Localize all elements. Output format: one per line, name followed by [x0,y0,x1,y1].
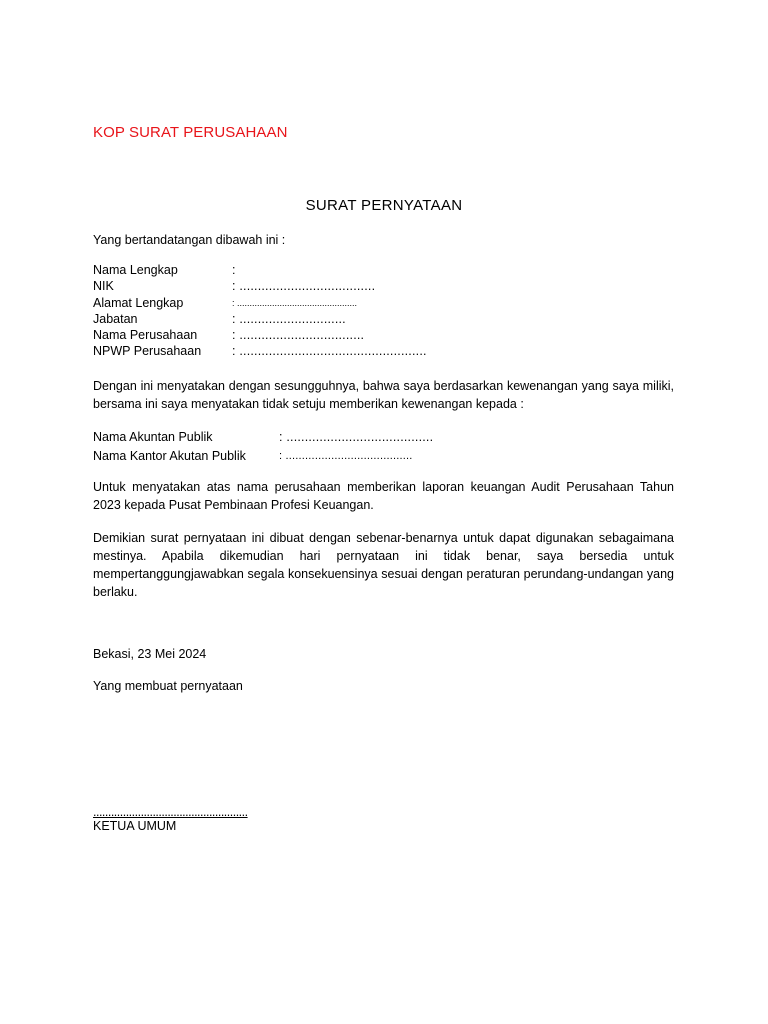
field-label: Jabatan [93,311,138,326]
place-date: Bekasi, 23 Mei 2024 [93,647,207,661]
field-value: : ............................. [232,311,346,326]
maker-label: Yang membuat pernyataan [93,679,243,693]
field-row-public-accountant [93,428,433,447]
field-row-company-npwp [93,343,427,359]
field-label: Nama Akuntan Publik [93,430,213,444]
signature-line: .................................................... [93,805,248,819]
identity-fields [93,262,427,360]
field-row-nik [93,278,427,294]
field-label: Nama Kantor Akutan Publik [93,449,246,463]
intro-text: Yang bertandatangan dibawah ini : [93,233,286,247]
purpose-paragraph: Untuk menyatakan atas nama perusahaan memberikan laporan keuangan Audit Perusahaan Tahun 2023 kepada Pusat Pembinaan Profesi Keuangan. [93,480,674,512]
field-value: : ................................................... [232,344,427,359]
closing-paragraph: Demikian surat pernyataan ini dibuat dengan sebenar-benarnya untuk dapat digunakan sebagaimana mestinya. Apabila dikemudian hari pernyataan ini tidak benar, saya bersedia untuk mempertanggungjawabkan segala konsekuensinya sesuai dengan peraturan perundang-undangan yang berlaku. [93,531,674,599]
document-title: SURAT PERNYATAAN [305,197,463,214]
field-label: Alamat Lengkap [93,295,184,310]
field-value: : ................................................ [232,297,358,308]
field-row-company-name [93,327,427,343]
field-value: : [232,263,236,277]
statement-paragraph: Dengan ini menyatakan dengan sesungguhnya, bahwa saya berdasarkan kewenangan yang saya miliki, bersama ini saya menyatakan tidak setuju memberikan kewenangan kepada : [93,379,674,411]
field-value: : ....................................... [279,450,413,462]
field-value: : .................................. [232,328,365,343]
field-value: : ..................................... [232,279,376,294]
field-row-full-name [93,262,427,278]
field-row-position [93,311,427,327]
field-label: Nama Lengkap [93,263,178,277]
signer-title: KETUA UMUM [93,819,177,833]
field-label: NIK [93,279,114,294]
accountant-fields [93,428,433,466]
field-row-address [93,295,427,311]
field-label: NPWP Perusahaan [93,344,202,359]
letterhead-placeholder: KOP SURAT PERUSAHAAN [93,124,288,141]
field-label: Nama Perusahaan [93,328,198,343]
field-row-accounting-firm [93,447,433,466]
field-value: : ........................................ [279,430,434,444]
